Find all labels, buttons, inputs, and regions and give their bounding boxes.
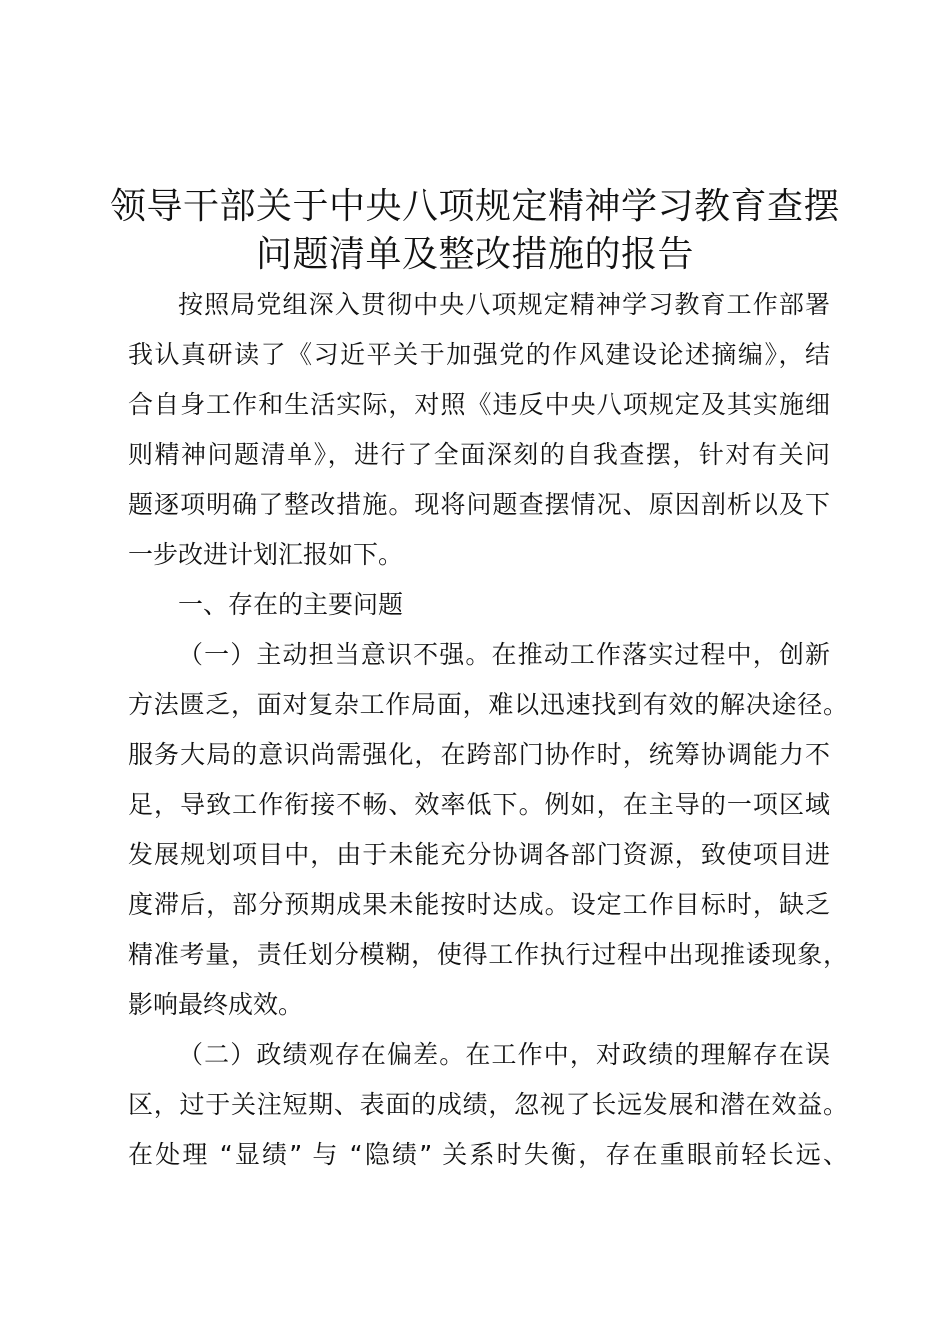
body-line: 合自身工作和生活实际，对照《违反中央八项规定及其实施细 bbox=[128, 390, 830, 419]
body-line: 影响最终成效。 bbox=[128, 990, 304, 1019]
document-title-line-2: 问题清单及整改措施的报告 bbox=[255, 234, 694, 275]
body-line: 按照局党组深入贯彻中央八项规定精神学习教育工作部署 bbox=[178, 290, 830, 319]
body-line: 度滞后，部分预期成果未能按时达成。设定工作目标时，缺乏 bbox=[128, 890, 830, 919]
body-line: 则精神问题清单》，进行了全面深刻的自我查摆，针对有关问 bbox=[128, 440, 830, 469]
body-line: （一）主动担当意识不强。在推动工作落实过程中，创新 bbox=[178, 640, 830, 669]
section-heading: 一、存在的主要问题 bbox=[178, 590, 404, 619]
body-line: 足，导致工作衔接不畅、效率低下。例如，在主导的一项区域 bbox=[128, 790, 830, 819]
body-line: 方法匮乏，面对复杂工作局面，难以迅速找到有效的解决途径。 bbox=[128, 690, 848, 719]
body-line: 精准考量，责任划分模糊，使得工作执行过程中出现推诿现象， bbox=[128, 940, 848, 969]
body-line: 在处理 “显绩” 与 “隐绩” 关系时失衡，存在重眼前轻长远、 bbox=[128, 1140, 848, 1169]
body-line: 我认真研读了《习近平关于加强党的作风建设论述摘编》，结 bbox=[128, 340, 830, 369]
body-line: （二）政绩观存在偏差。在工作中，对政绩的理解存在误 bbox=[178, 1040, 830, 1069]
body-line: 区，过于关注短期、表面的成绩，忽视了长远发展和潜在效益。 bbox=[128, 1090, 848, 1119]
body-line: 一步改进计划汇报如下。 bbox=[128, 540, 404, 569]
body-line: 服务大局的意识尚需强化，在跨部门协作时，统筹协调能力不 bbox=[128, 740, 830, 769]
document-title-line-1: 领导干部关于中央八项规定精神学习教育查摆 bbox=[109, 186, 840, 227]
body-line: 发展规划项目中，由于未能充分协调各部门资源，致使项目进 bbox=[128, 840, 830, 869]
body-line: 题逐项明确了整改措施。现将问题查摆情况、原因剖析以及下 bbox=[128, 490, 830, 519]
